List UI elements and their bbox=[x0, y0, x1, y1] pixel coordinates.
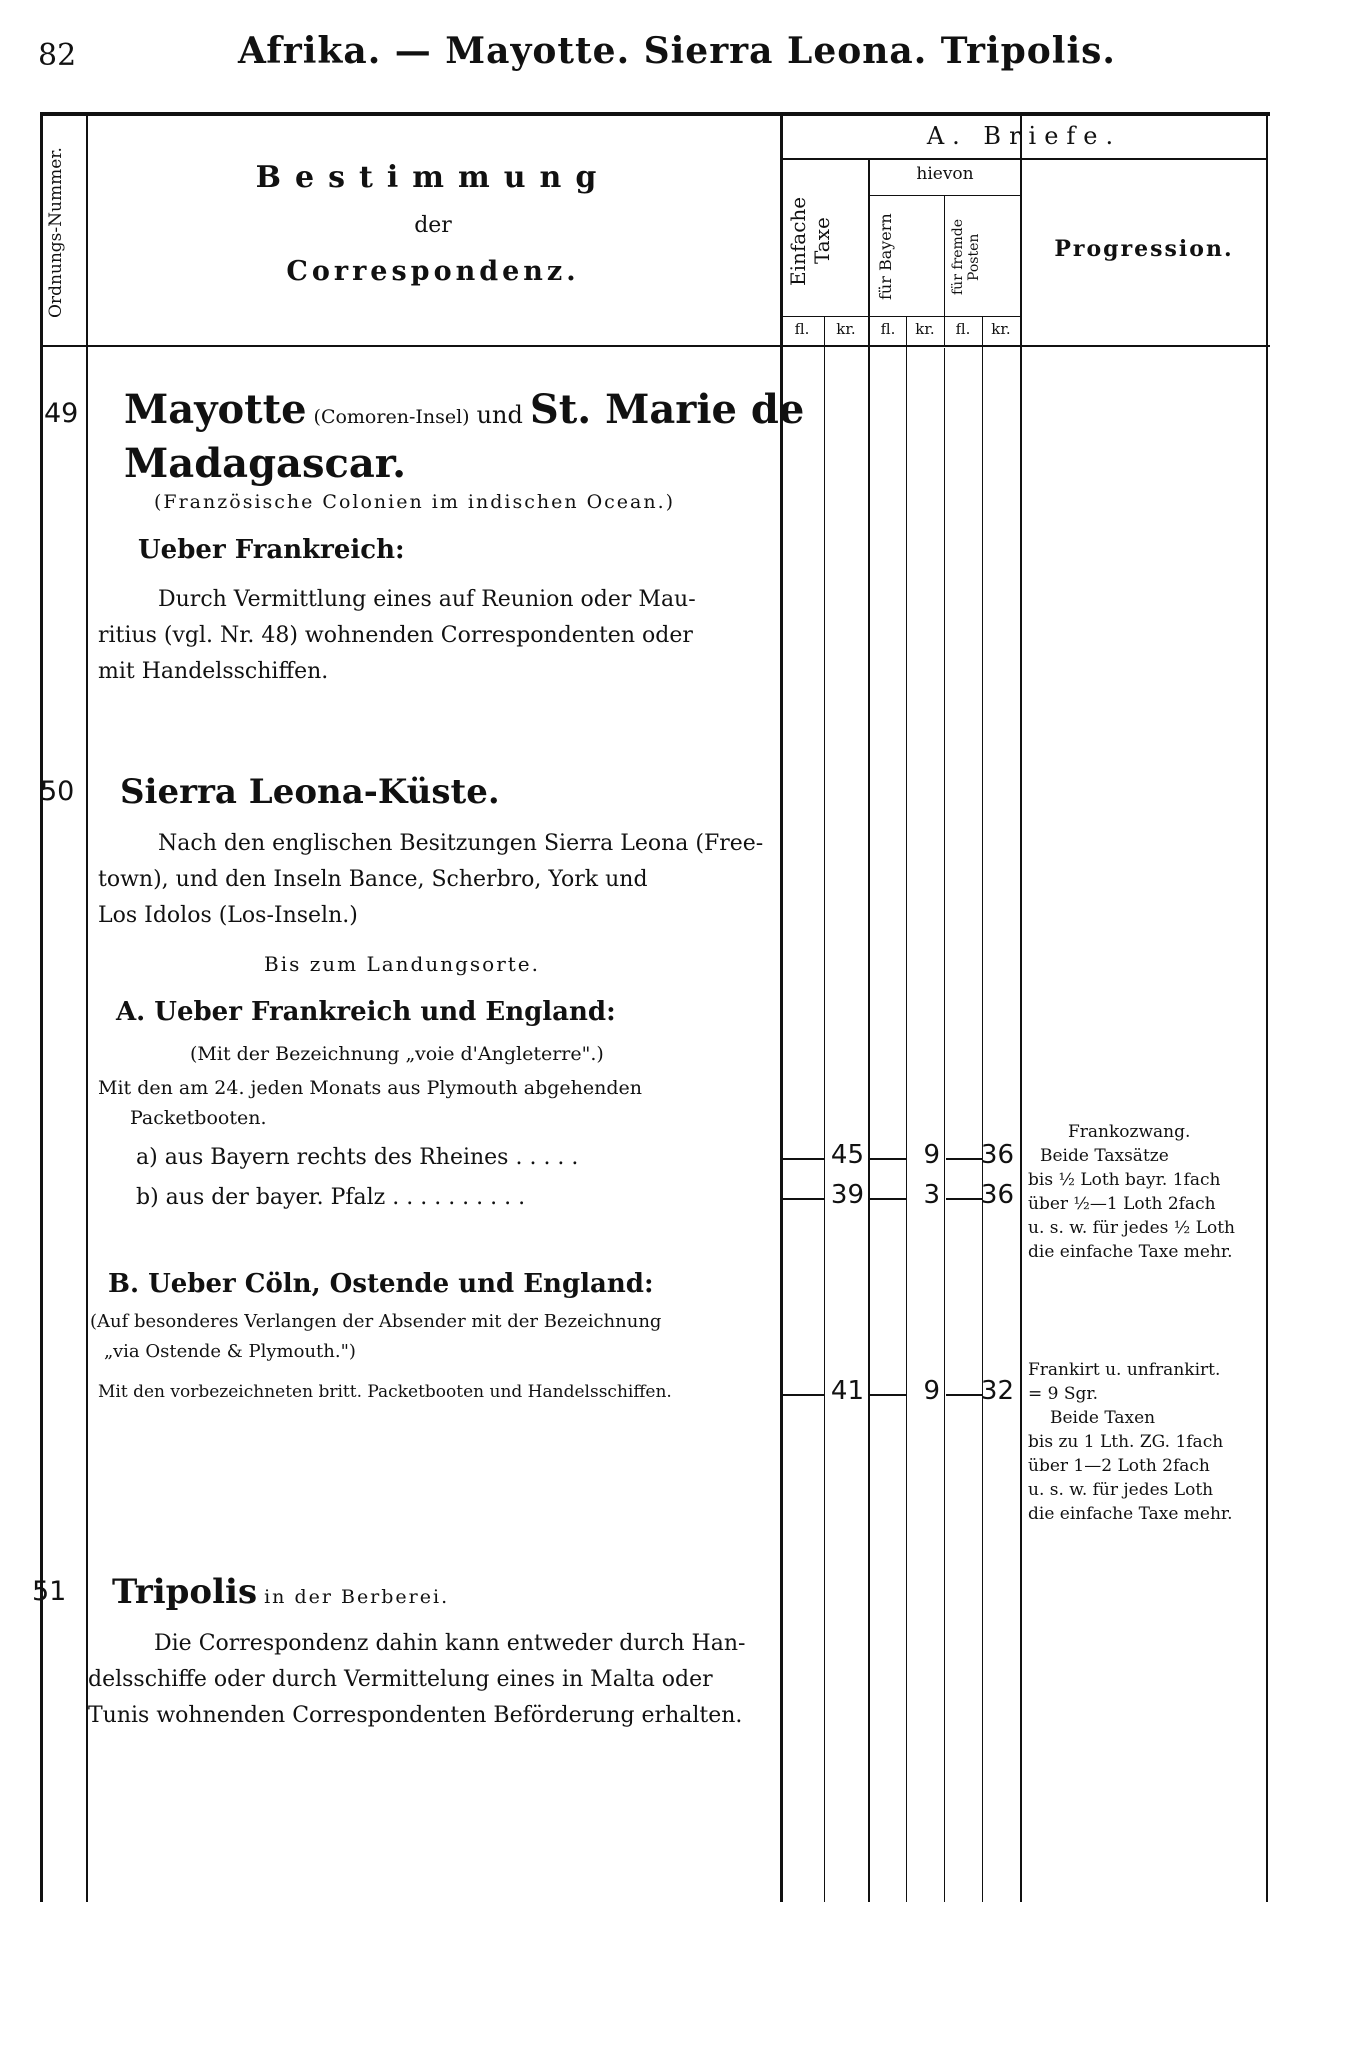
header-ordnungs-nummer: Ordnungs-Nummer. bbox=[46, 147, 66, 319]
entry-50-route-b-body: Mit den vorbezeichneten britt. Packetbooten und Handelsschiffen. bbox=[98, 1382, 672, 1402]
entry-49-title: Mayotte (Comoren-Insel) und St. Marie de bbox=[124, 386, 805, 433]
entry-50-row-a-label: a) aus Bayern rechts des Rheines . . . . . bbox=[136, 1145, 579, 1170]
page-number: 82 bbox=[38, 38, 77, 73]
entry-50-row-c-bayern-kr: 9 bbox=[923, 1376, 940, 1406]
entry-50-title: Sierra Leona-Küste. bbox=[120, 772, 500, 812]
entry-50-row-b-label: b) aus der bayer. Pfalz . . . . . . . . . . bbox=[136, 1185, 526, 1210]
entry-50-progression-a: Frankozwang. Beide Taxsätze bis ½ Loth bayr. 1fach über ½—1 Loth 2fach u. s. w. für jedes ½ Loth die einfache Taxe mehr. bbox=[1028, 1122, 1235, 1262]
entry-51-body-2: delsschiffe oder durch Vermittelung eines in Malta oder bbox=[88, 1667, 713, 1692]
entry-50-body-1: Nach den englischen Besitzungen Sierra Leona (Free- bbox=[158, 831, 764, 856]
entry-50-row-a-fremde-kr: 36 bbox=[980, 1140, 1014, 1170]
entry-50-route-b-note-2: „via Ostende & Plymouth.") bbox=[104, 1341, 356, 1362]
entry-49-title-cont: Madagascar. bbox=[124, 440, 407, 487]
entry-50-row-b-bayern-kr: 3 bbox=[923, 1180, 940, 1210]
header-fuer-bayern: für Bayern bbox=[876, 213, 895, 301]
entry-50-progression-b: Frankirt u. unfrankirt. = 9 Sgr. Beide Taxen bis zu 1 Lth. ZG. 1fach über 1—2 Loth 2fach u. s. w. für jedes Loth die einfache Taxe mehr. bbox=[1028, 1360, 1233, 1524]
entry-51-body-1: Die Correspondenz dahin kann entweder durch Han- bbox=[154, 1631, 746, 1656]
entry-50-row-c-fremde-kr: 32 bbox=[980, 1376, 1014, 1406]
entry-50-bis: Bis zum Landungsorte. bbox=[264, 952, 541, 976]
entry-49-body-1: Durch Vermittlung eines auf Reunion oder Mau- bbox=[158, 587, 696, 612]
header-fuer-fremde-posten: für fremde Posten bbox=[950, 218, 982, 296]
entry-49-subtitle: (Französische Colonien im indischen Ocean.) bbox=[154, 491, 676, 513]
entry-50-route-a: A. Ueber Frankreich und England: bbox=[116, 997, 616, 1027]
entry-50-body-2: town), und den Inseln Bance, Scherbro, York und bbox=[98, 867, 648, 892]
page-title: Afrika. — Mayotte. Sierra Leona. Tripolis. bbox=[238, 30, 1116, 72]
header-einfache-taxe: Einfache Taxe bbox=[786, 196, 834, 286]
entry-50-row-a-bayern-kr: 9 bbox=[923, 1140, 940, 1170]
entry-50-number: 50 bbox=[40, 776, 75, 807]
entry-49-body-2: ritius (vgl. Nr. 48) wohnenden Correspondenten oder bbox=[98, 623, 693, 648]
entry-49-number: 49 bbox=[44, 398, 79, 429]
entry-50-row-a-einfache-kr: 45 bbox=[830, 1140, 864, 1170]
entry-49-body-3: mit Handelsschiffen. bbox=[98, 659, 329, 684]
entry-50-row-b-fremde-kr: 36 bbox=[980, 1180, 1014, 1210]
header-progression: Progression. bbox=[1054, 236, 1234, 262]
entry-50-row-b-einfache-kr: 39 bbox=[830, 1180, 864, 1210]
entry-51-title: Tripolis in der Berberei. bbox=[112, 1572, 450, 1612]
entry-50-route-a-body-2: Packetbooten. bbox=[130, 1107, 267, 1129]
entry-51-body-3: Tunis wohnenden Correspondenten Beförderung erhalten. bbox=[88, 1703, 743, 1728]
header-bestimmung: Bestimmung der Correspondenz. bbox=[255, 160, 611, 287]
entry-50-route-b: B. Ueber Cöln, Ostende und England: bbox=[108, 1269, 654, 1299]
entry-49-route: Ueber Frankreich: bbox=[138, 535, 405, 565]
entry-50-route-a-body-1: Mit den am 24. jeden Monats aus Plymouth abgehenden bbox=[98, 1077, 643, 1099]
header-briefe: A. Briefe. bbox=[926, 122, 1122, 150]
entry-50-row-c-einfache-kr: 41 bbox=[830, 1376, 864, 1406]
entry-50-body-3: Los Idolos (Los-Inseln.) bbox=[98, 903, 358, 928]
entry-51-number: 51 bbox=[32, 1576, 67, 1607]
entry-50-route-b-note-1: (Auf besonderes Verlangen der Absender mit der Bezeichnung bbox=[90, 1311, 662, 1332]
entry-50-route-a-note: (Mit der Bezeichnung „voie d'Angleterre".) bbox=[190, 1043, 604, 1065]
header-hievon: hievon bbox=[916, 164, 974, 184]
